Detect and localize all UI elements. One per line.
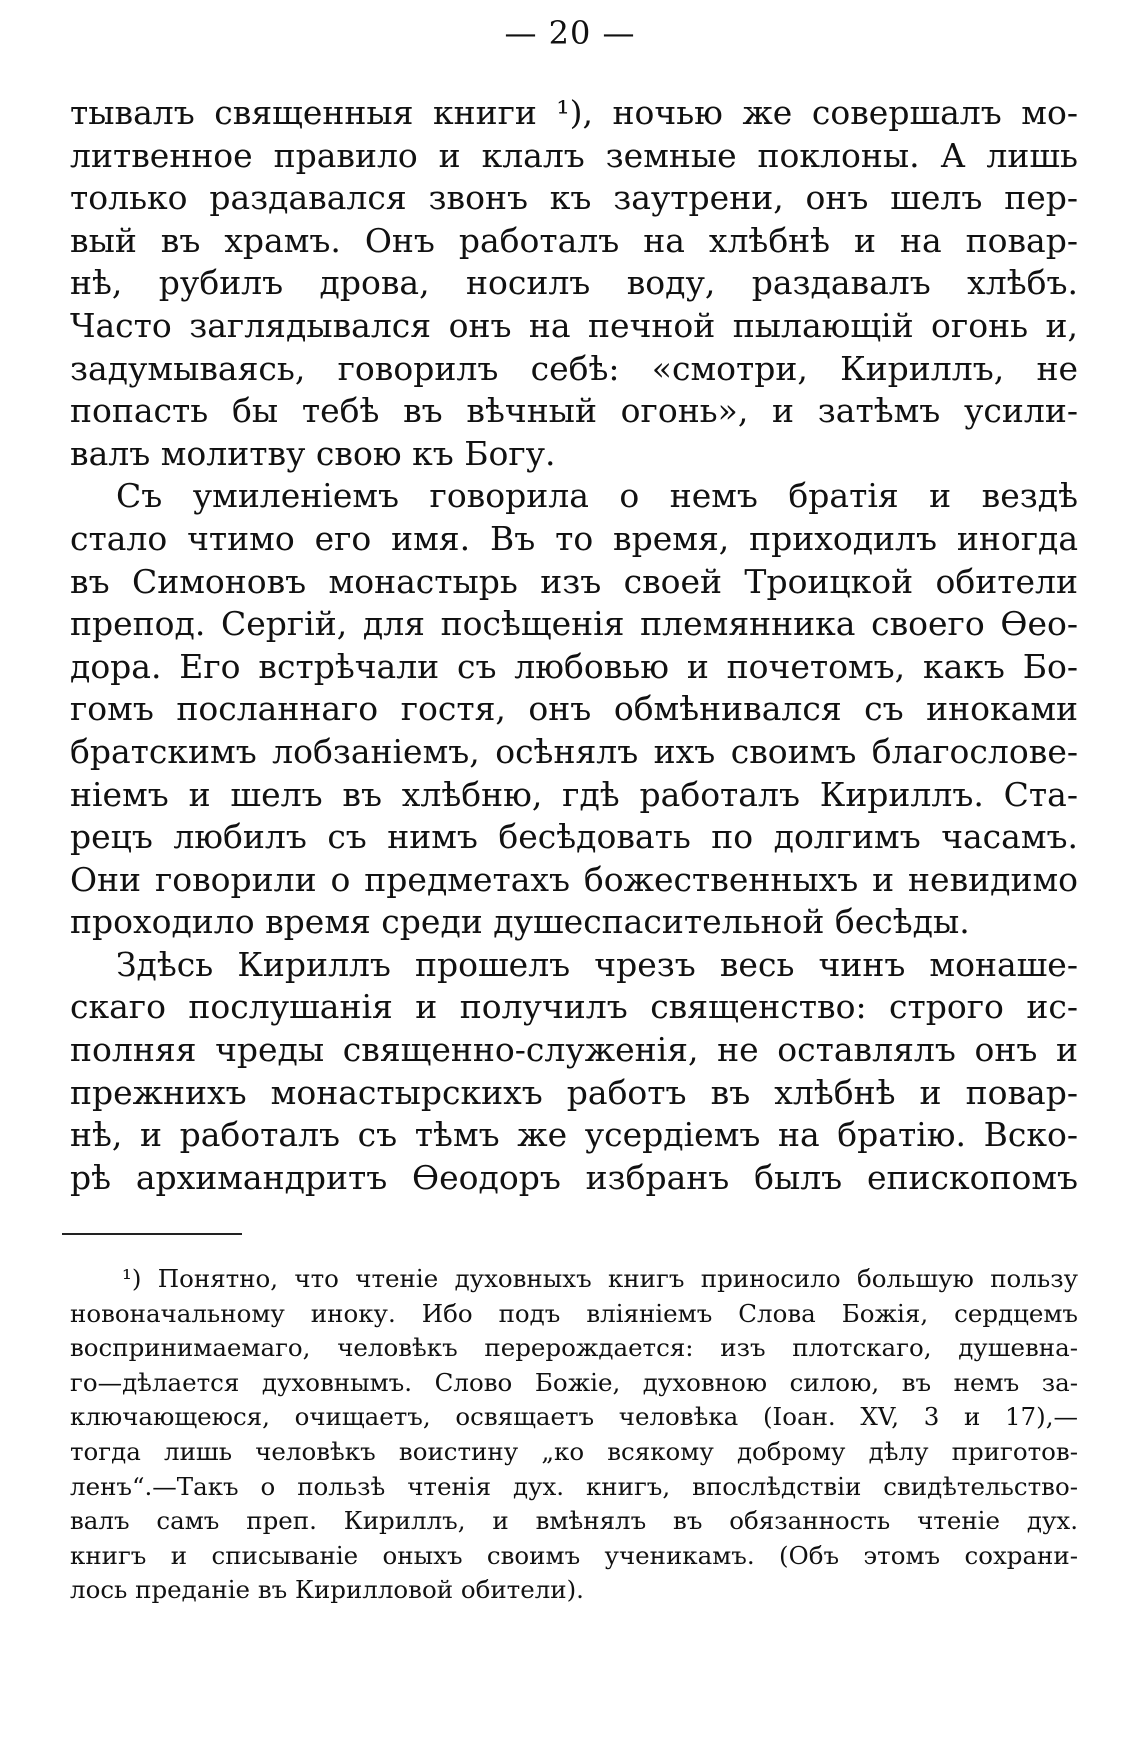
- text-line: Здѣсь Кириллъ прошелъ чрезъ весь чинъ монаше-: [116, 944, 1078, 984]
- text-line: препод. Сергій, для посѣщенія племянника своего Ѳео-: [70, 604, 1078, 644]
- text-line: въ Симоновъ монастырь изъ своей Троицкой обители: [70, 561, 1078, 601]
- footnote-line: ¹) Понятно, что чтеніе духовныхъ книгъ приносило большую пользу: [122, 1264, 1078, 1293]
- footnote-line: го—дѣлается духовнымъ. Слово Божіе, духовною силою, въ немъ за-: [70, 1367, 1078, 1397]
- text-line: дора. Его встрѣчали съ любовью и почетомъ, какъ Бо-: [70, 646, 1078, 686]
- footnote-line: новоначальному иноку. Ибо подъ вліяніемъ Слова Божія, сердцемъ: [70, 1298, 1078, 1328]
- text-line: тывалъ священныя книги ¹), ночью же совершалъ мо-: [70, 93, 1078, 132]
- text-line: валъ молитву свою къ Богу.: [70, 433, 556, 473]
- footnote-line: тогда лишь человѣкъ воистину „ко всякому доброму дѣлу приготов-: [70, 1436, 1078, 1466]
- text-line: вый въ храмъ. Онъ работалъ на хлѣбнѣ и на повар-: [70, 220, 1078, 260]
- text-line: рѣ архимандритъ Ѳеодоръ избранъ былъ епископомъ: [70, 1157, 1078, 1197]
- text-line: стало чтимо его имя. Въ то время, приходилъ иногда: [70, 518, 1078, 558]
- text-line: нѣ, рубилъ дрова, носилъ воду, раздавалъ хлѣбъ.: [70, 263, 1078, 303]
- text-line: Они говорили о предметахъ божественныхъ и невидимо: [70, 859, 1078, 899]
- footnote-line: ленъ“.—Такъ о пользѣ чтенія дух. книгъ, впослѣдствіи свидѣтельство-: [70, 1471, 1078, 1501]
- text-line: ніемъ и шелъ въ хлѣбню, гдѣ работалъ Кириллъ. Ста-: [70, 774, 1078, 814]
- text-line: прежнихъ монастырскихъ работъ въ хлѣбнѣ и повар-: [70, 1072, 1078, 1112]
- text-line: проходило время среди душеспасительной бесѣды.: [70, 902, 970, 942]
- page-number: — 20 —: [504, 14, 636, 52]
- footnote-divider: [62, 1233, 242, 1235]
- text-line: задумываясь, говорилъ себѣ: «смотри, Кириллъ, не: [70, 348, 1078, 388]
- text-line: Съ умиленіемъ говорила о немъ братія и вездѣ: [116, 476, 1078, 516]
- text-line: гомъ посланнаго гостя, онъ обмѣнивался съ иноками: [70, 689, 1078, 729]
- text-line: полняя чреды священно-служенія, не оставлялъ онъ и: [70, 1030, 1078, 1070]
- text-line: Часто заглядывался онъ на печной пылающій огонь и,: [70, 305, 1078, 345]
- footnote-line: валъ самъ преп. Кириллъ, и вмѣнялъ въ обязанность чтеніе дух.: [70, 1506, 1078, 1536]
- text-line: братскимъ лобзаніемъ, осѣнялъ ихъ своимъ благослове-: [70, 731, 1078, 771]
- main-text: [70, 92, 1078, 1199]
- footnote-text: [70, 1262, 1078, 1608]
- footnote-line: воспринимаемаго, человѣкъ перерождается: изъ плотскаго, душевна-: [70, 1333, 1078, 1363]
- text-line: скаго послушанія и получилъ священство: строго ис-: [70, 987, 1078, 1027]
- text-line: рецъ любилъ съ нимъ бесѣдовать по долгимъ часамъ.: [70, 817, 1078, 857]
- text-line: литвенное правило и клалъ земные поклоны. А лишь: [70, 135, 1078, 175]
- footnote-line: ключающеюся, очищаетъ, освящаетъ человѣка (Іоан. XV, 3 и 17),—: [70, 1402, 1078, 1432]
- footnote-line: лось преданіе въ Кирилловой обители).: [70, 1575, 584, 1605]
- text-line: попасть бы тебѣ въ вѣчный огонь», и затѣмъ усили-: [70, 391, 1078, 431]
- text-line: только раздавался звонъ къ заутрени, онъ шелъ пер-: [70, 178, 1078, 218]
- text-line: нѣ, и работалъ съ тѣмъ же усердіемъ на братію. Вско-: [70, 1115, 1078, 1155]
- footnote-line: книгъ и списываніе оныхъ своимъ ученикамъ. (Объ этомъ сохрани-: [70, 1540, 1078, 1570]
